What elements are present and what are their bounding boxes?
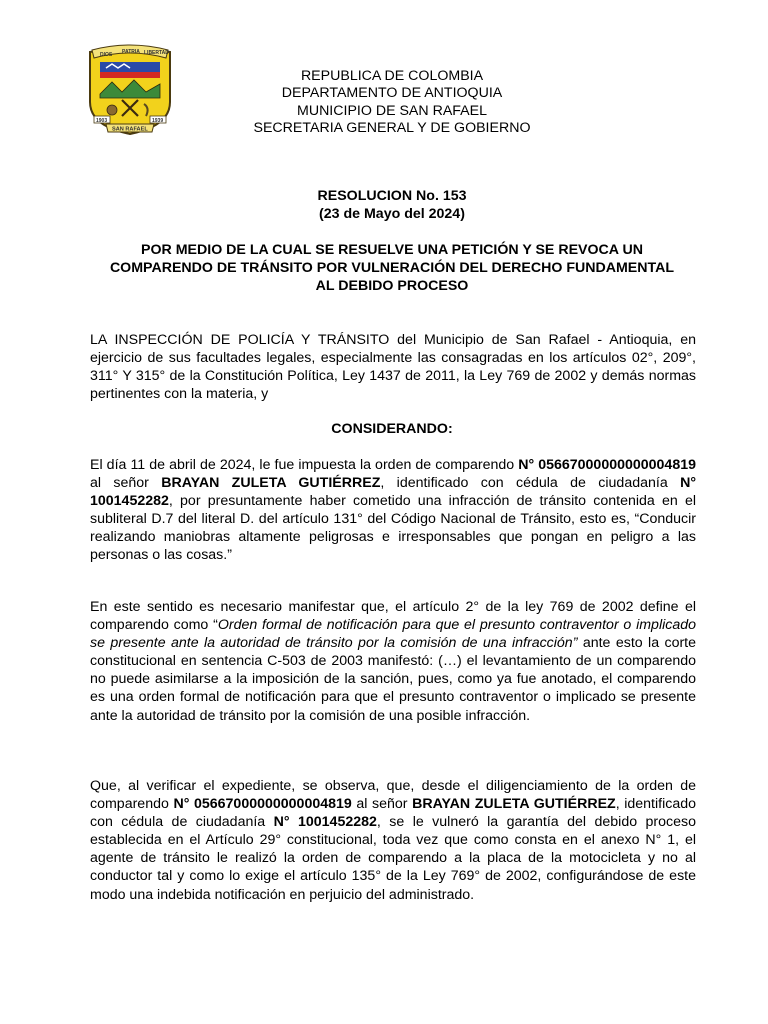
- legal-definition-paragraph: [90, 598, 696, 725]
- subject-line-2: COMPARENDO DE TRÁNSITO POR VULNERACIÓN DEL DERECHO FUNDAMENTAL: [109, 260, 675, 276]
- comparendo-number: N° 05667000000000004819: [173, 796, 352, 813]
- document-header: [190, 68, 594, 138]
- seal-banner: SAN RAFAEL: [112, 126, 148, 133]
- subject-line-1: POR MEDIO DE LA CUAL SE RESUELVE UNA PETICIÓN Y SE REVOCA UN: [141, 242, 643, 258]
- text-run: El día 11 de abril de 2024, le fue impuesta la orden de comparendo: [90, 457, 519, 473]
- text-run: , se le vulneró la garantía del debido proceso establecida en el Artículo 29° constitucional, toda vez que como consta en el anexo N° 1, el agente de tránsito le realizó la orden de comparendo a la placa de la motocicleta y no al conductor tal y como lo exige el artículo 135° de la Ley 769° de 2002, configurándose de este modo una indebida notificación en perjuicio del administrado.: [90, 814, 697, 903]
- header-line-country: REPUBLICA DE COLOMBIA: [300, 68, 484, 84]
- comparendo-number: N° 05667000000000004819: [518, 457, 696, 473]
- subject-line-3: AL DEBIDO PROCESO: [315, 278, 469, 294]
- text-run: al señor: [90, 475, 162, 492]
- facts-paragraph: [90, 456, 696, 565]
- seal-year-right: 1939: [152, 118, 164, 124]
- text-run: , identificado con cédula de ciudadanía: [380, 475, 681, 492]
- verification-paragraph: [90, 777, 696, 904]
- header-line-municipality: MUNICIPIO DE SAN RAFAEL: [297, 102, 487, 119]
- person-name: BRAYAN ZULETA GUTIÉRREZ: [412, 796, 616, 813]
- text-run: , identificado con cédula de ciudadanía: [90, 796, 697, 831]
- header-line-office: SECRETARIA GENERAL Y DE GOBIERNO: [253, 120, 531, 137]
- person-name: BRAYAN ZULETA GUTIÉRREZ: [161, 475, 381, 492]
- resolution-number: RESOLUCION No. 153: [317, 188, 467, 204]
- quoted-definition: Orden formal de notificación para que el presunto contraventor o implicado se presente ante la autoridad de tránsito por la comisión de una infracción”: [90, 617, 697, 652]
- text-run: al señor: [351, 796, 413, 813]
- header-line-department: DEPARTAMENTO DE ANTIOQUIA: [281, 85, 503, 102]
- text-run: , por presuntamente haber cometido una infracción de tránsito contenida en el subliteral D.7 del literal D. del artículo 131° del Código Nacional de Tránsito, esto es, “Conducir realizando maniobras altamente peligrosas e irresponsables que pongan en peligro a las personas o las cosas.”: [90, 493, 696, 564]
- resolution-date: (23 de Mayo del 2024): [319, 206, 465, 222]
- considerando-heading: CONSIDERANDO:: [331, 421, 453, 437]
- seal-year-left: 1903: [96, 118, 108, 124]
- text-run: Que, al verificar el expediente, se observa, que, desde el diligenciamiento de la orden de comparendo: [90, 778, 696, 813]
- resolution-heading: [90, 187, 694, 223]
- text-run: En este sentido es necesario manifestar que, el artículo 2° de la ley 769 de 2002 define el comparendo como “: [90, 599, 696, 634]
- resolution-subject: [90, 241, 694, 295]
- id-number: N° 1001452282: [273, 814, 377, 831]
- text-run: ante esto la corte constitucional en sentencia C-503 de 2003 manifestó: (…) el levantamiento de un comparendo no puede asimilarse a la imposición de la sanción, pues, como ya fue anotado, el comparendo es una orden formal de notificación para que el presunto contraventor o implicado se presente ante la autoridad de tránsito por la comisión de una posible infracción.: [90, 635, 697, 724]
- seal-word-1: DIOS: [100, 52, 113, 58]
- seal-word-3: LIBERTAD: [144, 50, 169, 56]
- municipal-seal-icon: [84, 42, 176, 136]
- seal-word-2: PATRIA: [122, 49, 140, 55]
- id-number: N° 1001452282: [90, 475, 696, 510]
- intro-paragraph: LA INSPECCIÓN DE POLICÍA Y TRÁNSITO del Municipio de San Rafael - Antioquia, en ejercicio de sus facultades legales, especialmente las consagradas en los artículos 02°, 209°, 311° Y 315° de la Constitución Política, Ley 1437 de 2011, la Ley 769 de 2002 y demás normas pertinentes con la materia, y: [90, 332, 696, 403]
